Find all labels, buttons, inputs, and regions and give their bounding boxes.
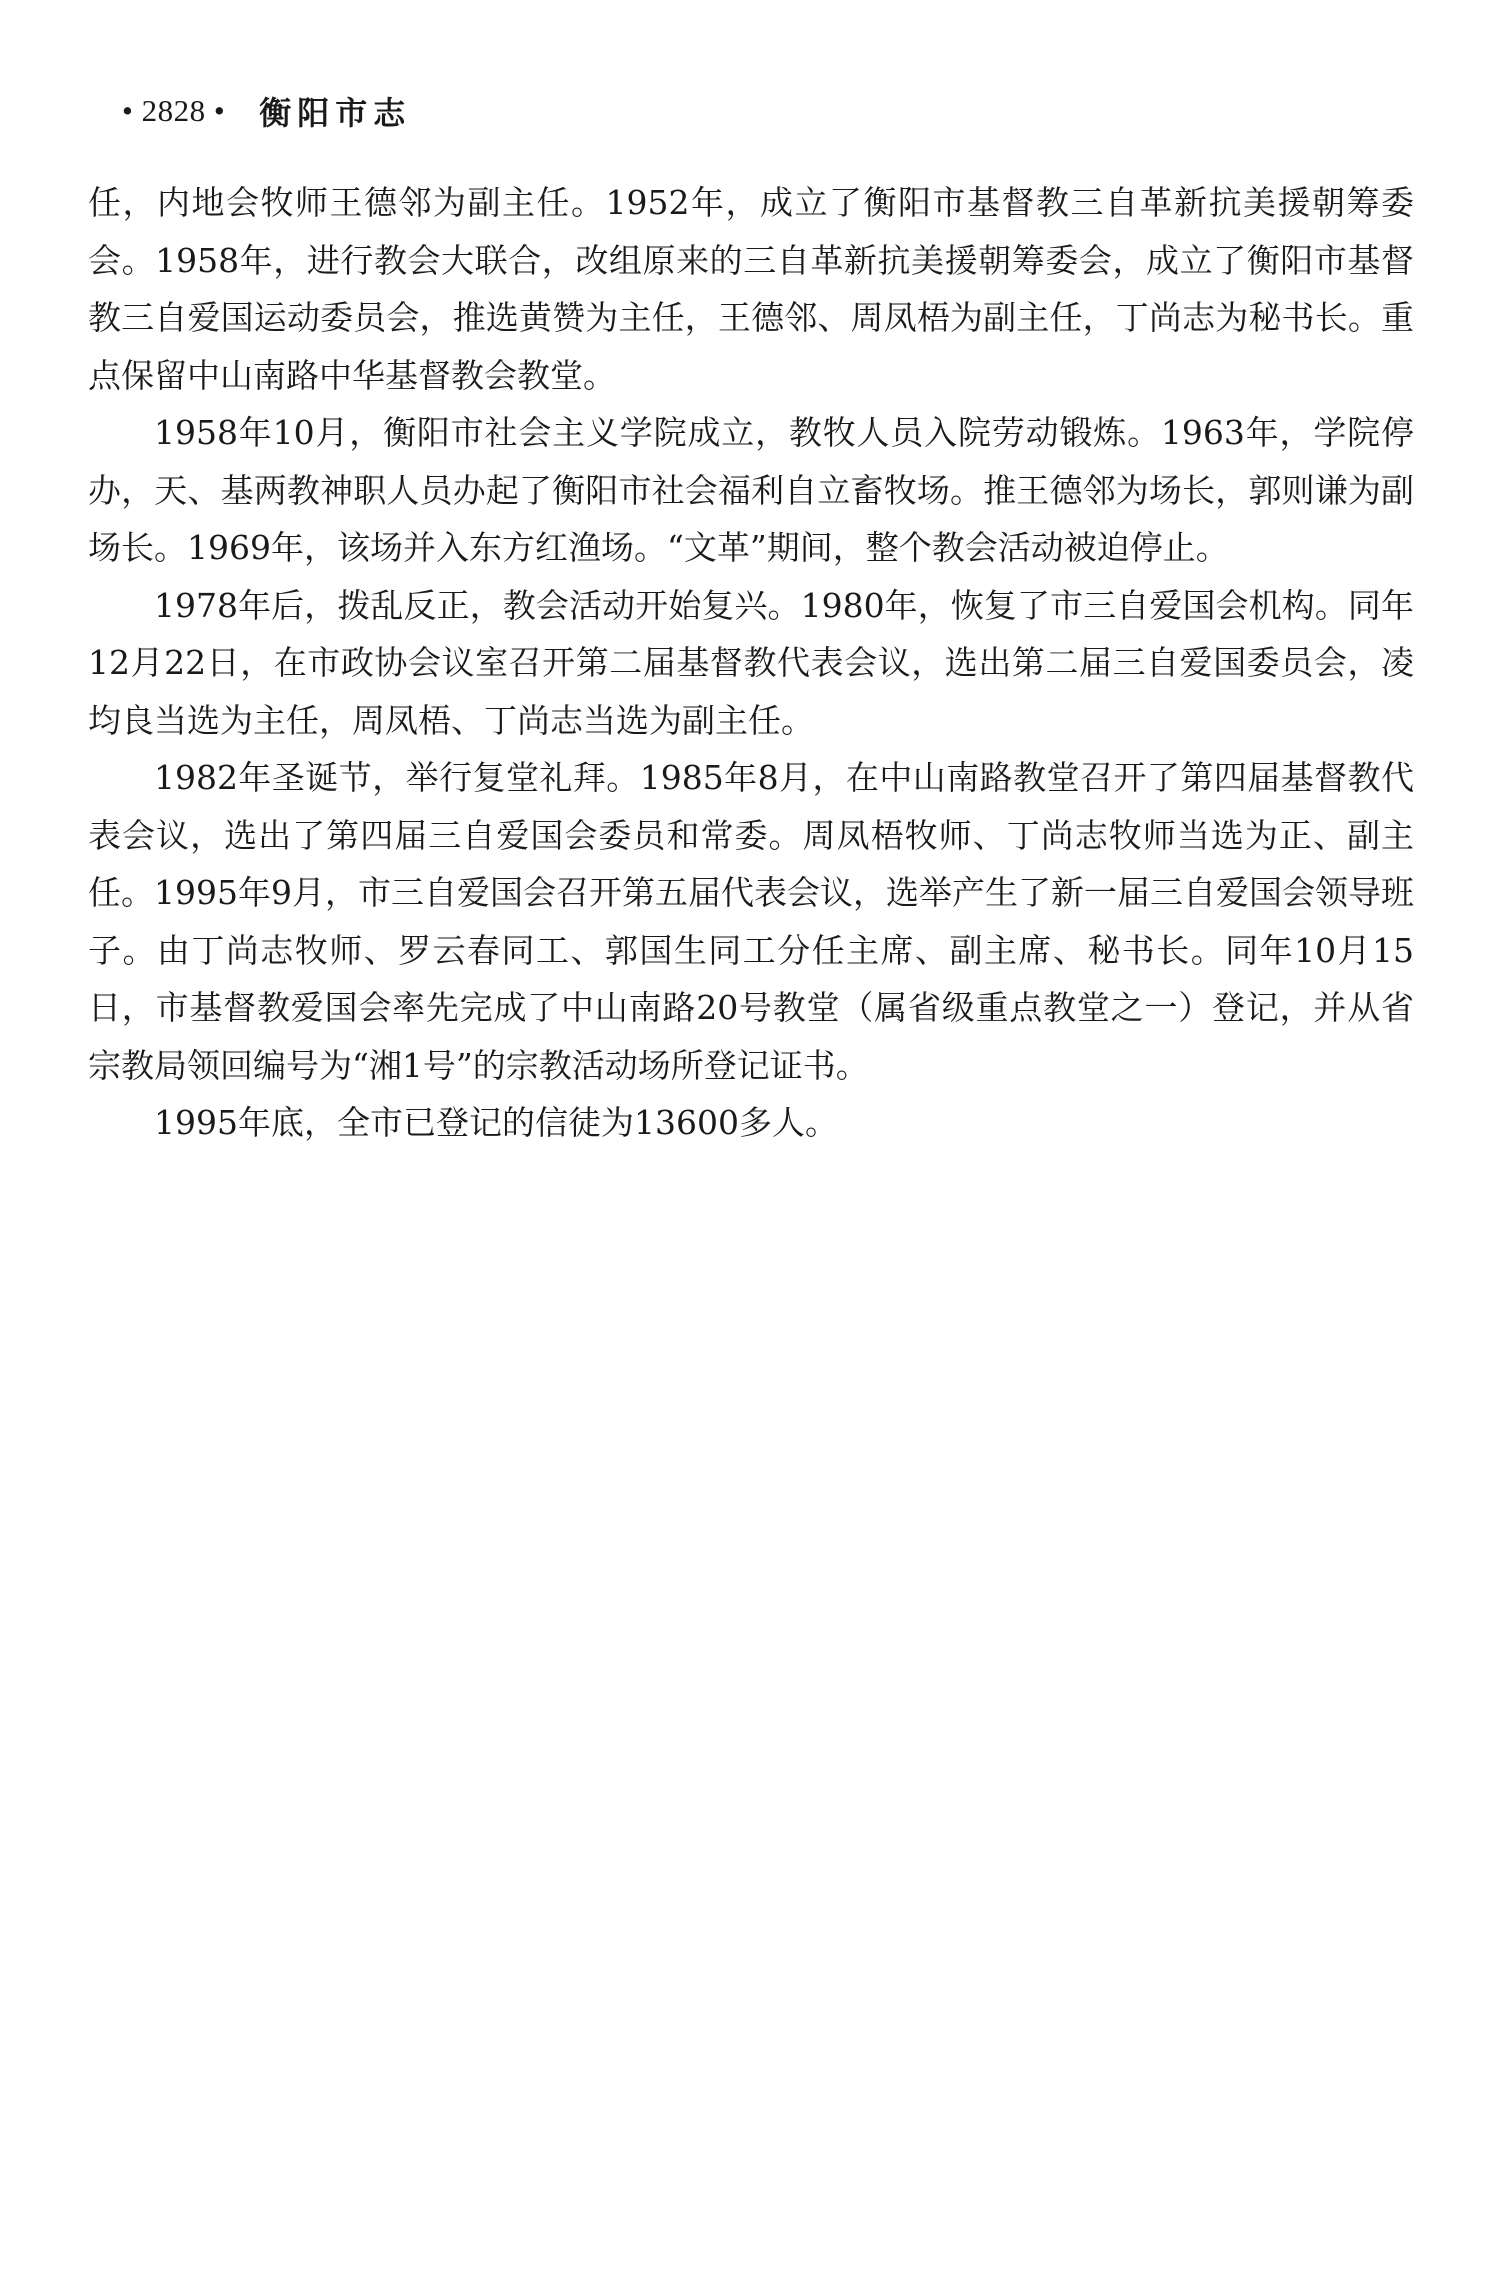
book-title: 衡阳市志	[259, 94, 412, 132]
paragraph: 1978年后，拨乱反正，教会活动开始复兴。1980年，恢复了市三自爱国会机构。同年12月22日，在市政协会议室召开第二届基督教代表会议，选出第二届三自爱国委员会，凌均良当选为主任，周凤梧、丁尚志当选为副主任。	[88, 585, 1414, 740]
paragraph-continuation: 任，内地会牧师王德邻为副主任。1952年，成立了衡阳市基督教三自革新抗美援朝筹委会。1958年，进行教会大联合，改组原来的三自革新抗美援朝筹委会，成立了衡阳市基督教三自爱国运动委员会，推选黄赞为主任，王德邻、周凤梧为副主任，丁尚志为秘书长。重点保留中山南路中华基督教会教堂。	[88, 183, 1414, 395]
page-header	[122, 86, 411, 136]
paragraph: 1982年圣诞节，举行复堂礼拜。1985年8月，在中山南路教堂召开了第四届基督教代表会议，选出了第四届三自爱国会委员和常委。周凤梧牧师、丁尚志牧师当选为正、副主任。1995年9月，市三自爱国会召开第五届代表会议，选举产生了新一届三自爱国会领导班子。由丁尚志牧师、罗云春同工、郭国生同工分任主席、副主席、秘书长。同年10月15日，市基督教爱国会率先完成了中山南路20号教堂（属省级重点教堂之一）登记，并从省宗教局领回编号为“湘1号”的宗教活动场所登记证书。	[88, 758, 1414, 1085]
paragraph: 1995年底，全市已登记的信徒为13600多人。	[154, 1103, 838, 1142]
paragraph: 1958年10月，衡阳市社会主义学院成立，教牧人员入院劳动锻炼。1963年，学院停办，天、基两教神职人员办起了衡阳市社会福利自立畜牧场。推王德邻为场长，郭则谦为副场长。1969年，该场并入东方红渔场。“文革”期间，整个教会活动被迫停止。	[88, 413, 1414, 567]
page-number: • 2828 •	[122, 93, 226, 128]
body-text	[88, 174, 1414, 1152]
